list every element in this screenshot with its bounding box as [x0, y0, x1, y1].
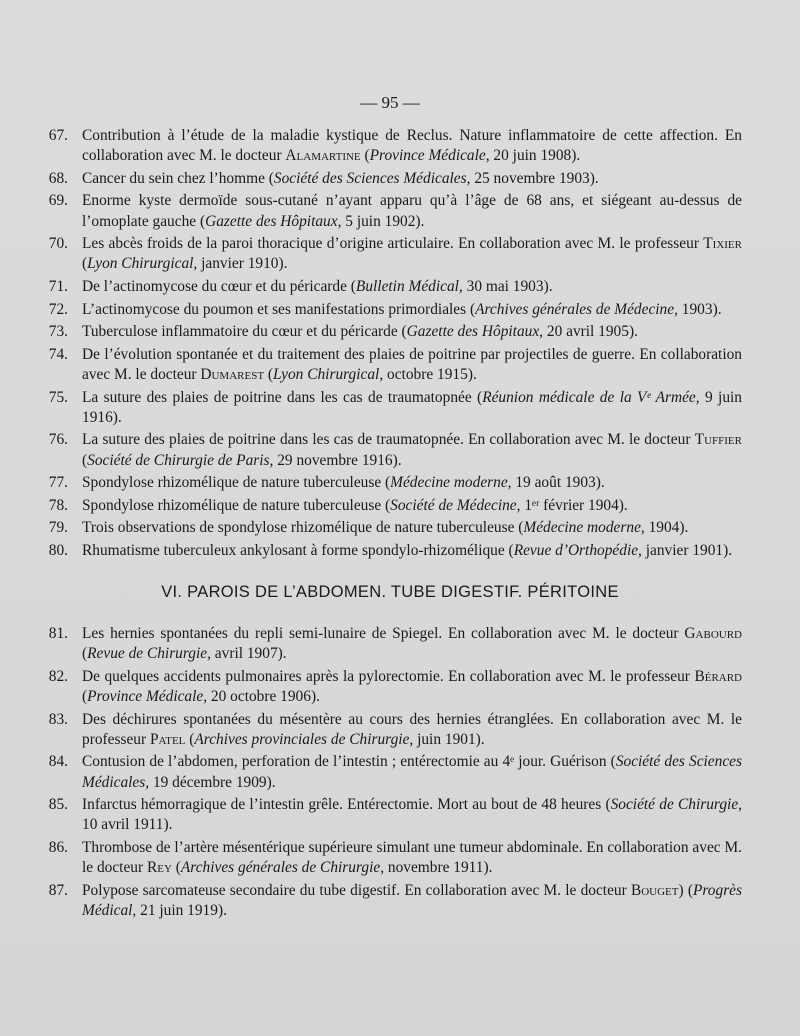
journal-title: Société de Médecine,: [390, 496, 521, 514]
entry-segment: Spondylose rhizomélique de nature tuberculeuse (: [82, 496, 391, 514]
author-name: Patel: [149, 730, 186, 748]
journal-title: Revue d’Orthopédie,: [513, 541, 642, 559]
bibliography-entry: [30, 518, 742, 538]
entry-segment: Thrombose de l’artère mésentérique supérieure simulant une tumeur abdominale. En collaboration avec M. le docteur: [82, 838, 742, 877]
entry-text: [82, 169, 742, 189]
entry-number: 85.: [48, 796, 68, 814]
entry-text: [82, 518, 742, 538]
journal-title: Réunion médicale de la Vᵉ Armée,: [482, 388, 700, 406]
entry-number: 79.: [48, 519, 68, 537]
bibliography-entry: [30, 234, 742, 274]
entry-segment: Spondylose rhizomélique de nature tuberculeuse (: [82, 474, 391, 492]
entry-number: 71.: [48, 277, 68, 295]
entry-segment: 9 juin 1916).: [82, 388, 742, 426]
entry-text: [82, 710, 742, 750]
bibliography-entry: [30, 624, 742, 664]
entry-number: 74.: [48, 345, 68, 363]
entry-text: [82, 881, 742, 921]
entry-number: 86.: [48, 838, 68, 856]
entry-number: 82.: [48, 667, 68, 685]
bibliography-entry: [30, 300, 742, 320]
bibliography-entry: [30, 126, 742, 166]
entry-number: 80.: [48, 541, 68, 559]
journal-title: Lyon Chirurgical,: [87, 255, 198, 273]
entry-text: [82, 277, 742, 297]
entry-number: 68.: [48, 169, 68, 187]
entry-segment: (: [82, 645, 88, 663]
entry-segment: Polypose sarcomateuse secondaire du tube digestif. En collaboration avec M. le docteur: [82, 881, 631, 899]
entry-segment: avril 1907).: [210, 645, 287, 663]
entry-text: [82, 191, 742, 231]
bibliography-entry: [30, 752, 742, 792]
entry-segment: (: [82, 688, 88, 705]
entry-number: 78.: [48, 496, 68, 514]
journal-title: Société de Chirurgie de Paris,: [87, 451, 274, 469]
entry-segment: (: [82, 451, 88, 469]
page-number: — 95 —: [360, 93, 420, 112]
bibliography-entry: [30, 388, 742, 428]
entry-number: 87.: [48, 881, 68, 899]
entry-segment: Enorme kyste dermoïde sous-cutané n’ayant apparu qu’à l’âge de 68 ans, et siégeant au-dessus de l’omoplate gauche (: [82, 192, 742, 230]
entry-segment: (: [185, 730, 195, 748]
section-title: VI. PAROIS DE L’ABDOMEN. TUBE DIGESTIF. PÉRITOINE: [161, 583, 619, 601]
entry-segment: Les abcès froids de la paroi thoracique d’origine articulaire. En collaboration avec M. le professeur: [82, 235, 704, 253]
author-name: Bérard: [694, 667, 742, 685]
bibliography-entry: [30, 473, 742, 493]
author-name: Bouget: [630, 881, 679, 899]
entry-segment: 29 novembre 1916).: [273, 451, 402, 469]
entry-segment: 30 mai 1903).: [462, 277, 553, 295]
bibliography-entry: [30, 322, 742, 342]
journal-title: Gazette des Hôpitaux,: [406, 323, 544, 341]
entry-segment: De quelques accidents pulmonaires après la pylorectomie. En collaboration avec M. le professeur: [82, 667, 695, 685]
entry-number: 76.: [48, 431, 68, 449]
bibliography-entry: [30, 881, 742, 921]
journal-title: Province Médicale,: [87, 688, 208, 705]
entry-text: [82, 496, 742, 516]
entry-segment: ) (: [678, 881, 693, 899]
entry-number: 77.: [48, 474, 68, 492]
entry-text: [82, 752, 742, 792]
entry-number: 67.: [48, 127, 68, 144]
entry-segment: L’actinomycose du poumon et ses manifestations primordiales (: [82, 300, 476, 318]
entry-number: 73.: [48, 323, 68, 341]
entry-segment: (: [360, 147, 370, 165]
entry-text: [82, 473, 742, 493]
entry-segment: Infarctus hémorragique de l’intestin grêle. Entérectomie. Mort au bout de 48 heures (: [82, 796, 611, 814]
bibliography-entry: [30, 430, 742, 470]
author-name: Gabourd: [684, 625, 742, 642]
entry-segment: 5 juin 1902).: [341, 212, 425, 230]
entry-text: [82, 667, 742, 707]
journal-title: Société des Sciences Médicales,: [82, 753, 742, 791]
entry-segment: De l’actinomycose du cœur et du péricarde (: [82, 277, 356, 295]
entry-segment: La suture des plaies de poitrine dans les cas de traumatopnée. En collaboration avec M. le docteur: [82, 431, 695, 449]
journal-title: Médecine moderne,: [390, 474, 512, 492]
entry-segment: Trois observations de spondylose rhizomélique de nature tuberculeuse (: [82, 519, 524, 537]
entry-segment: 10 avril 1911).: [82, 816, 173, 834]
entry-segment: 25 novembre 1903).: [470, 169, 599, 187]
entry-segment: janvier 1901).: [641, 541, 733, 559]
entry-number: 84.: [48, 753, 68, 771]
bibliography-list-1: [30, 126, 742, 564]
bibliography-entry: [30, 838, 742, 878]
bibliography-entry: [30, 191, 742, 231]
entry-segment: Tuberculose inflammatoire du cœur et du péricarde (: [82, 323, 407, 341]
entry-text: [82, 234, 742, 274]
journal-title: Société de Chirurgie,: [610, 796, 742, 814]
journal-title: Progrès Médical,: [82, 881, 743, 919]
entry-segment: novembre 1911).: [384, 859, 493, 877]
author-name: Dumarest: [200, 365, 265, 383]
bibliography-entry: [30, 496, 742, 516]
entry-segment: (: [264, 365, 274, 383]
entry-segment: 21 juin 1919).: [136, 901, 227, 919]
entry-segment: janvier 1910).: [197, 255, 288, 273]
entry-text: [82, 345, 742, 385]
author-name: Tixier: [703, 235, 742, 253]
entry-segment: La suture des plaies de poitrine dans les cas de traumatopnée (: [82, 388, 483, 406]
journal-title: Archives générales de Chirurgie,: [180, 859, 385, 877]
entry-segment: 20 avril 1905).: [543, 323, 638, 341]
bibliography-list-2: [30, 624, 742, 924]
entry-text: [82, 541, 742, 561]
journal-title: Lyon Chirurgical,: [273, 365, 384, 383]
bibliography-entry: [30, 169, 742, 189]
author-name: Tuffier: [694, 431, 742, 449]
entry-segment: 1904).: [644, 519, 689, 537]
bibliography-entry: [30, 277, 742, 297]
entry-number: 75.: [48, 388, 68, 406]
entry-segment: octobre 1915).: [383, 365, 477, 383]
entry-text: [82, 795, 742, 835]
bibliography-entry: [30, 795, 742, 835]
entry-segment: juin 1901).: [413, 730, 485, 748]
entry-segment: 19 août 1903).: [511, 474, 605, 492]
bibliography-entry: [30, 541, 742, 561]
entry-number: 70.: [48, 235, 68, 253]
entry-segment: 1ᵉʳ février 1904).: [520, 496, 628, 514]
entry-segment: 19 décembre 1909).: [149, 773, 276, 791]
entry-segment: Des déchirures spontanées du mésentère au cours des hernies étranglées. En collaboration avec M. le professeur: [82, 710, 742, 748]
entry-segment: 20 octobre 1906).: [207, 688, 320, 705]
entry-segment: Les hernies spontanées du repli semi-lunaire de Spiegel. En collaboration avec M. le docteur: [82, 625, 685, 642]
entry-number: 69.: [48, 192, 68, 210]
author-name: Alamartine: [285, 147, 361, 165]
journal-title: Bulletin Médical,: [355, 277, 463, 295]
entry-text: [82, 624, 742, 664]
entry-number: 72.: [48, 300, 68, 318]
entry-segment: Contusion de l’abdomen, perforation de l’intestin ; entérectomie au 4ᵉ jour. Guérison (: [82, 753, 616, 771]
entry-text: [82, 300, 742, 320]
entry-text: [82, 838, 742, 878]
entry-segment: Cancer du sein chez l’homme (: [82, 169, 274, 187]
entry-segment: Contribution à l’étude de la maladie kystique de Reclus. Nature inflammatoire de cette affection. En collaboration avec M. le docteur: [82, 127, 742, 165]
bibliography-entry: [30, 710, 742, 750]
journal-title: Archives générales de Médecine,: [475, 300, 678, 318]
entry-text: [82, 388, 742, 428]
entry-segment: De l’évolution spontanée et du traitement des plaies de poitrine par projectiles de guerre. En collaboration avec M. le docteur: [82, 345, 742, 383]
entry-segment: Rhumatisme tuberculeux ankylosant à forme spondylo-rhizomélique (: [82, 541, 514, 559]
bibliography-entry: [30, 667, 742, 707]
entry-segment: (: [171, 859, 181, 877]
journal-title: Gazette des Hôpitaux,: [205, 212, 342, 230]
journal-title: Médecine moderne,: [523, 519, 645, 537]
journal-title: Province Médicale,: [369, 147, 490, 165]
entry-segment: 1903).: [677, 300, 722, 318]
journal-title: Revue de Chirurgie,: [87, 645, 211, 663]
entry-text: [82, 430, 742, 470]
entry-text: [82, 322, 742, 342]
entry-number: 81.: [48, 625, 68, 642]
entry-segment: (: [82, 255, 88, 273]
entry-number: 83.: [48, 710, 68, 728]
journal-title: Société des Sciences Médicales,: [273, 169, 471, 187]
bibliography-entry: [30, 345, 742, 385]
author-name: Rey: [146, 859, 172, 877]
journal-title: Archives provinciales de Chirurgie,: [194, 730, 414, 748]
entry-text: [82, 126, 742, 166]
entry-segment: 20 juin 1908).: [489, 147, 581, 165]
